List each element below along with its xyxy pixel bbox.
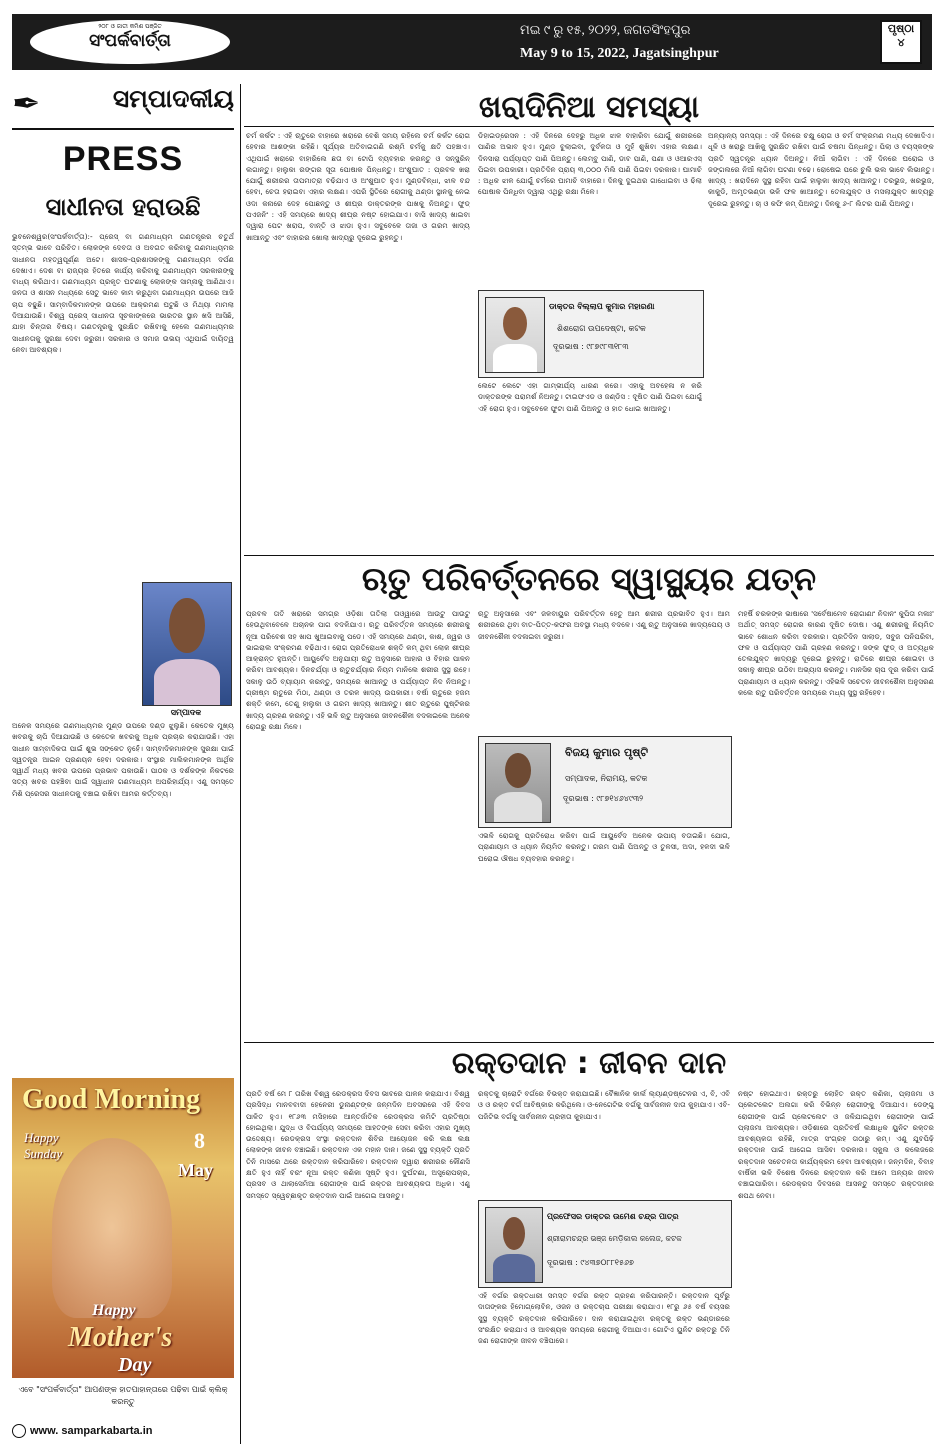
headline-rule (244, 126, 934, 127)
doctor-affiliation: ଶିଶରୋଗ ଉପଦେଷ୍ଟା, କଟକ (557, 324, 646, 333)
doctor-name: ଡାକ୍ତର ବିଲ୍ଲାପ କୁମାର ମହାରଣା (549, 302, 655, 311)
promo-text: ଏବେ "ସଂପର୍କବାର୍ତ୍ତା" ଆପଣଙ୍କ ହାତପାହାନ୍ତାରେ ପଢିବା ପାଇଁ କ୍ଲିକ୍ କରନ୍ତୁ (18, 1385, 228, 1406)
article3-col3: ନଷ୍ଟ ହୋଇଥାଏ। ରକ୍ତରୁ ଲୋହିତ ରକ୍ତ କଣିକା, ପ୍ଲାଜମା ଓ ପ୍ଲେଟଲେଟ ଅଲଗା କରି ବିଭିନ୍ନ ରୋଗୀଙ୍କୁ ଦିଆଯାଏ। ଡେଙ୍ଗୁ ରୋଗୀଙ୍କ ପାଇଁ ପ୍ଲେଟଲେଟ ଓ ଜଳିଯାଇଥିବା ରୋଗୀଙ୍କ ପାଇଁ ପ୍ଲାଜମା ଆବଶ୍ୟକ। ଓଡ଼ିଶାରେ ପ୍ରତିବର୍ଷ ଲକ୍ଷାଧିକ ୟୁନିଟ ରକ୍ତର ଆବଶ୍ୟକତା ରହିଛି, ମାତ୍ର ସଂଗ୍ରହ ତାଠାରୁ କମ୍। ଏଣୁ ଯୁବପିଢ଼ି ରକ୍ତଦାନ ପାଇଁ ଆଗେଇ ଆସିବା ଦରକାର। ସ୍କୁଲ ଓ କଲେଜରେ ରକ୍ତଦାନ ସଚେତନତା କାର୍ଯ୍ୟକ୍ରମ ହେବା ଆବଶ୍ୟକ। ଜନ୍ମଦିନ, ବିବାହ ବାର୍ଷିକୀ ଭଳି ବିଶେଷ ଦିନରେ ରକ୍ତଦାନ କରି ଆମେ ଅନ୍ୟର ଜୀବନ ବଞ୍ଚାଇପାରିବା। ରେଡକ୍ରସ ଦିବସରେ ଆସନ୍ତୁ ସମସ୍ତେ ରକ୍ତଦାନର ଶପଥ ନେବା। (738, 1089, 934, 1200)
article2-col2: ଋତୁ ଅନୁସାରେ ଏବଂ ଜଳବାୟୁର ପରିବର୍ତ୍ତନ ହେତୁ ଆମ ଶରୀର ପ୍ରଭାବିତ ହୁଏ। ଆମ ଶରୀରରେ ଥିବା ବାତ-ପିତ୍ତ-କଫର ଅବସ୍ଥା ମଧ୍ୟ ବଦଳେ। ଏଣୁ ଋତୁ ଅନୁସାରେ ଖାଦ୍ୟପେୟ ଓ ଜୀବନଶୈଳୀ ବଦଳାଇବା ଜରୁରୀ। (478, 609, 730, 641)
mother-child-image (52, 1138, 172, 1318)
ad-date-day: 8 (194, 1128, 205, 1153)
professor-name: ପ୍ରଫେସର ଡାକ୍ତର ଉମେଶ ଚନ୍ଦ୍ର ପାତ୍ର (547, 1212, 679, 1221)
article1-col1: ଚର୍ମ କର୍କଟ : ଏହି ଋତୁରେ ବାହାରେ ଖରାରେ ବେଶି ସମୟ ରହିଲେ ଚର୍ମ କର୍କଟ ରୋଗ ହେବାର ଆଶଙ୍କା ରହିଛି। ସୂର୍ଯ୍ୟର ଅତିବାଇଗଣି ରଶ୍ମି ଚର୍ମକୁ କ୍ଷତି ପହଞ୍ଚାଏ। ଏଥିପାଇଁ ଖରାରେ ବାହାରିଲେ ଛତା ବା ଟୋପି ବ୍ୟବହାର କରନ୍ତୁ ଓ ସନ୍‌ସ୍କ୍ରିନ୍ ଲଗାନ୍ତୁ। ହାଲୁକା ରଙ୍ଗର ସୂତା ପୋଷାକ ପିନ୍ଧନ୍ତୁ। ଅଂଶୁଘାତ : ପ୍ରବଳ ଖରା ଯୋଗୁଁ ଶରୀରର ତାପମାତ୍ରା ବଢିଯାଏ ଓ ଅଂଶୁଘାତ ହୁଏ। ମୁଣ୍ଡବିନ୍ଧା, ଝାଳ ବନ୍ଦ ହେବା, ଚେତା ହରାଇବା ଏହାର ଲକ୍ଷଣ। ଏପରି ସ୍ଥିତିରେ ରୋଗୀକୁ ଥଣ୍ଡା ସ୍ଥାନକୁ ନେଇ ଓଦା କନାରେ ଦେହ ପୋଛନ୍ତୁ ଓ ଶୀଘ୍ର ଡାକ୍ତରଙ୍କ ପାଖକୁ ନିଅନ୍ତୁ। ଫୁଡ୍ ପଏଜନିଂ : ଏହି ସମୟରେ ଖାଦ୍ୟ ଶୀଘ୍ର ନଷ୍ଟ ହୋଇଯାଏ। ବାସି ଖାଦ୍ୟ ଖାଇବା ଦ୍ୱାରା ପେଟ ଖରାପ, ବାନ୍ତି ଓ ଝାଡା ହୁଏ। ସବୁବେଳେ ତାଜା ଓ ଗରମ ଖାଦ୍ୟ ଖାଆନ୍ତୁ ଏବଂ ବାହାରର ଖୋଲା ଖାଦ୍ୟରୁ ଦୂରେଇ ରୁହନ୍ତୁ। (246, 131, 470, 242)
section-divider (244, 555, 934, 556)
article3-headline: ରକ୍ତଦାନ : ଜୀବନ ଦାନ (451, 1046, 727, 1081)
article2-headline: ଋତୁ ପରିବର୍ତ୍ତନରେ ସ୍ୱାସ୍ଥ୍ୟର ଯତ୍ନ (361, 560, 817, 598)
ad-day: Day (118, 1354, 152, 1376)
article1-col3: ଅନ୍ୟାନ୍ୟ ସମସ୍ୟା : ଏହି ଦିନରେ ଚକ୍ଷୁ ରୋଗ ଓ ଚର୍ମ ସଂକ୍ରମଣ ମଧ୍ୟ ଦେଖାଦିଏ। ଧୂଳି ଓ ଖରାରୁ ଆଖିକୁ ସୁରକ୍ଷିତ ରଖିବା ପାଇଁ ଚଷମା ପିନ୍ଧନ୍ତୁ। ପିଲା ଓ ବୟସ୍କଙ୍କ ପ୍ରତି ସ୍ୱତନ୍ତ୍ର ଧ୍ୟାନ ଦିଅନ୍ତୁ। ନିଆଁ ଲାଗିବା : ଏହି ଦିନରେ ଘରୋଇ ଓ ଜଙ୍ଗଲରେ ନିଆଁ ଲାଗିବା ଘଟଣା ବଢେ। ରୋଷେଇ ପରେ ଚୁଲି ଭଲ ଭାବେ ଲିଭାନ୍ତୁ। ଖାଦ୍ୟ : ଖରାଦିନେ ସୁସ୍ଥ ରହିବା ପାଇଁ ହାଲୁକା ଖାଦ୍ୟ ଖାଆନ୍ତୁ। ତରଭୁଜ, ଖରଭୁଜ, କାକୁଡି, ଅମୃତଭଣ୍ଡା ଭଳି ଫଳ ଖାଆନ୍ତୁ। ତେଲଯୁକ୍ତ ଓ ମସଲାଯୁକ୍ତ ଖାଦ୍ୟରୁ ଦୂରେଇ ରୁହନ୍ତୁ। ଚା ଓ କଫି କମ୍ ପିଅନ୍ତୁ। ଦିନକୁ ୬-୮ ଲିଟର ପାଣି ପିଅନ୍ତୁ। (708, 131, 934, 208)
author-photo (485, 743, 551, 823)
article1-col2b: ଲେଟେ ଲେଟେ ଏହା ଗାମ୍ଭୀର୍ଯ୍ୟ ଧାରଣ କରେ। ଏହାକୁ ଅବହେଳା ନ କରି ଡାକ୍ତରଙ୍କ ପରାମର୍ଶ ନିଅନ୍ତୁ। ଟାଇଫଏଡ ଓ ଜଣ୍ଡିସ : ଦୂଷିତ ପାଣି ପିଇବା ଯୋଗୁଁ ଏହି ରୋଗ ହୁଏ। ସବୁବେଳେ ଫୁଟା ପାଣି ପିଅନ୍ତୁ ଓ ହାତ ଧୋଇ ଖାଆନ୍ତୁ। (478, 381, 702, 413)
website-url[interactable]: www. samparkabarta.in (30, 1424, 153, 1437)
article3-col1: ପ୍ରତି ବର୍ଷ ମେ ୮ ତାରିଖ ବିଶ୍ୱ ରେଡକ୍ରସ ଦିବସ ଭାବରେ ପାଳନ କରାଯାଏ। ବିଶ୍ୱ ପ୍ରସିଦ୍ଧ ମାନବବାଦୀ ହେନେରୀ ଡୁନାଣ୍ଟଙ୍କ ଜନ୍ମଦିନ ଅବସରରେ ଏହି ଦିବସ ପାଳିତ ହୁଏ। ୧୮୬୩ ମସିହାରେ ଆନ୍ତର୍ଜାତିକ ରେଡକ୍ରସ କମିଟି ପ୍ରତିଷ୍ଠା ହୋଇଥିଲା। ଯୁଦ୍ଧ ଓ ବିପର୍ଯ୍ୟୟ ସମୟରେ ଆହତଙ୍କ ସେବା କରିବା ଏହାର ମୁଖ୍ୟ ଉଦ୍ଦେଶ୍ୟ। ରେଡକ୍ରସ ସଂସ୍ଥା ରକ୍ତଦାନ ଶିବିର ଆୟୋଜନ କରି ଲକ୍ଷ ଲକ୍ଷ ଲୋକଙ୍କ ଜୀବନ ବଞ୍ଚାଇଛି। ରକ୍ତଦାନ ଏକ ମହାନ ଦାନ। ଜଣେ ସୁସ୍ଥ ବ୍ୟକ୍ତି ପ୍ରତି ତିନି ମାସରେ ଥରେ ରକ୍ତଦାନ କରିପାରିବେ। ରକ୍ତଦାନ ଦ୍ୱାରା ଶରୀରର କୌଣସି କ୍ଷତି ହୁଏ ନାହିଁ ବରଂ ନୂଆ ରକ୍ତ କଣିକା ସୃଷ୍ଟି ହୁଏ। ଦୁର୍ଘଟଣା, ଅସ୍ତ୍ରୋପଚାର, ପ୍ରସବ ଓ ଥାଲାସେମିଆ ରୋଗୀଙ୍କ ପାଇଁ ରକ୍ତର ଆବଶ୍ୟକତା ଅଧିକ। ଏଣୁ ସମସ୍ତେ ସ୍ୱେଚ୍ଛାକୃତ ରକ୍ତଦାନ ପାଇଁ ଆଗେଇ ଆସନ୍ତୁ। (246, 1089, 470, 1200)
editorial-title: ସାଧୀନତା ହରାଉଛି (45, 193, 201, 221)
article2-col2b: ଏଭଳି ରୋଗକୁ ପ୍ରତିରୋଧ କରିବା ପାଇଁ ଆୟୁର୍ବେଦ ଅନେକ ଉପାୟ ବତାଇଛି। ଯୋଗ, ପ୍ରାଣାୟାମ ଓ ଧ୍ୟାନ ନିୟମିତ କରନ୍ତୁ। ଗରମ ପାଣି ପିଅନ୍ତୁ ଓ ତୁଳସୀ, ଅଦା, ହଳଦୀ ଭଳି ଘରୋଇ ଔଷଧ ବ୍ୟବହାର କରନ୍ତୁ। (478, 831, 730, 863)
article2-col1: ପ୍ରବଳ ତାତି ଖରାରେ ସମଗ୍ର ଓଡ଼ିଶା ତାତିଲା ତାଓ୍ୱାରେ ଆଉଟୁ ପାଉଟୁ ହେଉଥିବାବେଳେ ଅଚାନକ ପାଗ ବଦଳିଯାଏ। ଋତୁ ପରିବର୍ତ୍ତନ ସମୟରେ ଶରୀରକୁ ନୂଆ ପରିବେଶ ସହ ଖାପ ଖୁଆଇବାକୁ ପଡେ। ଏହି ସମୟରେ ଥଣ୍ଡା, କାଶ, ଜ୍ୱର ଓ ଭାଇରାଲ ସଂକ୍ରମଣ ବଢିଥାଏ। ରୋଗ ପ୍ରତିରୋଧକ ଶକ୍ତି କମ୍ ଥିବା ଲୋକ ଶୀଘ୍ର ଆକ୍ରାନ୍ତ ହୁଅନ୍ତି। ଆୟୁର୍ବେଦ ଅନୁଯାୟୀ ଋତୁ ଅନୁସାରେ ଆହାର ଓ ବିହାର ପାଳନ କରିବା ଆବଶ୍ୟକ। ଦିନଚର୍ଯ୍ୟା ଓ ଋତୁଚର୍ଯ୍ୟାର ନିୟମ ମାନିଲେ ଶରୀର ସୁସ୍ଥ ରହେ। ସକାଳୁ ଉଠି ବ୍ୟାୟାମ କରନ୍ତୁ, ସମୟରେ ଖାଆନ୍ତୁ ଓ ପର୍ଯ୍ୟାପ୍ତ ନିଦ ନିଅନ୍ତୁ। ଗ୍ରୀଷ୍ମ ଋତୁରେ ମିଠା, ଥଣ୍ଡା ଓ ତରଳ ଖାଦ୍ୟ ଉପକାରୀ। ବର୍ଷା ଋତୁରେ ହଜମ ଶକ୍ତି କମେ, ତେଣୁ ହାଲୁକା ଓ ଗରମ ଖାଦ୍ୟ ଖାଆନ୍ତୁ। ଶୀତ ଋତୁରେ ପୁଷ୍ଟିକର ଖାଦ୍ୟ ଗ୍ରହଣ କରନ୍ତୁ। ଏହି ଭଳି ଋତୁ ଅନୁସାରେ ଜୀବନଶୈଳୀ ବଦଳାଇଲେ ଅନେକ ରୋଗରୁ ରକ୍ଷା ମିଳେ। (246, 609, 470, 731)
ad-mothers: Mother's (68, 1322, 173, 1353)
masthead-tagline: ୨୦୮ ଓ ଜାତୀ କମିଶ ପଞ୍ଜିତ (98, 23, 162, 30)
ad-good-morning: Good Morning (22, 1084, 201, 1115)
article3-col2b: ଏହି ବର୍ଗର ରକ୍ତଧାରୀ ସମସ୍ତ ବର୍ଗର ରକ୍ତ ଗ୍ରହଣ କରିପାରନ୍ତି। ରକ୍ତଦାନ ପୂର୍ବରୁ ଦାତାଙ୍କର ହିମୋଗ୍ଲୋବିନ, ଓଜନ ଓ ରକ୍ତଚାପ ପରୀକ୍ଷା କରାଯାଏ। ୧୮ରୁ ୬୫ ବର୍ଷ ବୟସର ସୁସ୍ଥ ବ୍ୟକ୍ତି ରକ୍ତଦାନ କରିପାରିବେ। ଦାନ କରାଯାଇଥିବା ରକ୍ତକୁ ରକ୍ତ ଭଣ୍ଡାରରେ ସଂରକ୍ଷିତ କରାଯାଏ ଓ ଆବଶ୍ୟକ ସମୟରେ ରୋଗୀକୁ ଦିଆଯାଏ। ଗୋଟିଏ ୟୁନିଟ ରକ୍ତରୁ ତିନି ଜଣ ରୋଗୀଙ୍କ ଜୀବନ ବଞ୍ଚିପାରେ। (478, 1291, 730, 1346)
doctor-photo (485, 297, 545, 373)
page-number-box (880, 20, 922, 64)
quill-icon: ✒ (12, 84, 41, 124)
ad-happy: Happy (92, 1302, 136, 1319)
doctor-phone: ଦୂରଭାଷ : ୯୮୭୯୮୩୧୮୩ (553, 342, 629, 351)
editorial-para-1: ଭୁବନେଶ୍ୱର(ସଂପର୍କବାର୍ତ୍ତା):- ପ୍ରେସ୍ ବା ଗଣମାଧ୍ୟମ ଗଣତନ୍ତ୍ରର ଚତୁର୍ଥ ସ୍ତମ୍ଭ ଭାବେ ପରିଚିତ। ଲୋକଙ୍କ ଦେବତା ଓ ଅବଗତ କରିବାକୁ ଗଣମାଧ୍ୟମର ସାଧୀନତା ମହତ୍ୱପୂର୍ଣ୍ଣ ଅଟେ। ଶାସକ-ପ୍ରଶାସକଙ୍କୁ ଗଣମାଧ୍ୟମ ଦର୍ପଣ ଦେଖାଏ। ଦେଶ ବା ରାଜ୍ୟର ହିତରେ କାର୍ଯ୍ୟ କରିବାକୁ ଗଣମାଧ୍ୟମ ସରକାରଙ୍କୁ ବାଧ୍ୟ କରିଥାଏ। ଗଣମାଧ୍ୟମ ପ୍ରକୃତ ଘଟଣାକୁ ଲୋକଙ୍କ ସାମ୍ନାକୁ ଆଣିଥାଏ। ଜନତା ଓ ଶାସନ ମଧ୍ୟରେ ସେତୁ ଭାବେ କାମ କରୁଥିବା ଗଣମାଧ୍ୟମ ଉପରେ ଆଜି ଚାପ ବଢୁଛି। ସାମ୍ବାଦିକମାନଙ୍କ ଉପରେ ଆକ୍ରମଣ ଘଟୁଛି ଓ ମିଥ୍ୟା ମାମଲା ଦିଆଯାଉଛି। ବିଶ୍ୱ ପ୍ରେସ୍ ସାଧୀନତା ସୂଚକାଙ୍କରେ ଭାରତର ସ୍ଥାନ ଖସି ଆସିଛି, ଯାହା ଚିନ୍ତାର ବିଷୟ। ଗଣତନ୍ତ୍ରକୁ ସୁରକ୍ଷିତ ରଖିବାକୁ ହେଲେ ଗଣମାଧ୍ୟମର ସାଧୀନତାକୁ ସୁରକ୍ଷା ଦେବା ଜରୁରୀ। ସରକାର ଓ ସମାଜ ଉଭୟ ଏଥିପାଇଁ ଦାୟିତ୍ୱ ନେବା ଆବଶ୍ୟକ। (12, 232, 234, 354)
professor-byline-box (478, 1200, 732, 1288)
website-link[interactable] (12, 1424, 234, 1438)
author-byline-box (478, 736, 732, 828)
author-phone: ଦୂରଭାଷ : ୯୮୭୧୪୬୪୯୩୨ (563, 794, 644, 803)
professor-photo (485, 1207, 543, 1283)
press-label: PRESS (62, 140, 184, 178)
issue-date-odia: ମଇ ୯ ରୁ ୧୫, ୨୦୨୨, ଜଗତସିଂହପୁର (520, 22, 691, 37)
newspaper-logo (30, 20, 230, 64)
ad-date-month: May (178, 1160, 213, 1180)
article3-col2: ରକ୍ତକୁ ଚାରୋଟି ବର୍ଗରେ ବିଭକ୍ତ କରାଯାଇଛି। ବୈଜ୍ଞାନିକ କାର୍ଲ ଲ୍ୟାଣ୍ଡଷ୍ଟେନର ଏ, ବି, ଏବି ଓ ଓ ରକ୍ତ ବର୍ଗ ଆବିଷ୍କାର କରିଥିଲେ। ଓ-ନେଗେଟିଭ ବର୍ଗକୁ ସାର୍ବଜନୀନ ଦାତା କୁହାଯାଏ। ଏବି-ପଜିଟିଭ ବର୍ଗକୁ ସାର୍ବଜନୀନ ଗ୍ରହୀତା କୁହାଯାଏ। (478, 1089, 730, 1121)
editor-photo (142, 582, 232, 706)
article1-col2: ଡିହାଇଡ୍ରେସନ : ଏହି ଦିନରେ ଦେହରୁ ଅଧିକ ଝାଳ ବାହାରିବା ଯୋଗୁଁ ଶରୀରରେ ପାଣିର ଅଭାବ ହୁଏ। ମୁଣ୍ଡ ବୁଲାଇବା, ଦୁର୍ବଳତା ଓ ମୁହଁ ଶୁଖିବା ଏହାର ଲକ୍ଷଣ। ଦିନସାରା ପର୍ଯ୍ୟାପ୍ତ ପାଣି ପିଅନ୍ତୁ। ଲେମ୍ବୁ ପାଣି, ଡାବ ପାଣି, ପଣା ଓ ଓଆରଏସ୍ ପିଇବା ଉପକାରୀ। ପ୍ରତିଦିନ ପ୍ରାୟ ୩,୦୦୦ ମିଲି ପାଣି ପିଇବା ଦରକାର। ଘାମାଚି : ଅଧିକ ଝାଳ ଯୋଗୁଁ ଚର୍ମରେ ଘାମାଚି ବାହାରେ। ଦିନକୁ ଦୁଇଥର ଗାଧୋଇବା ଓ ଢିଲା ପୋଷାକ ପିନ୍ଧିବା ଦ୍ୱାରା ଏଥିରୁ ରକ୍ଷା ମିଳେ। (478, 131, 702, 197)
issue-date-english: May 9 to 15, 2022, Jagatsinghpur (520, 46, 719, 61)
ad-happy-sunday: Happy Sunday (24, 1130, 63, 1161)
author-name: ବିଜୟ କୁମାର ପୃଷ୍ଟି (565, 746, 649, 759)
article1-headline: ଖରାଦିନିଆ ସମସ୍ୟା (478, 90, 700, 125)
masthead (12, 14, 932, 70)
professor-phone: ଦୂରଭାଷ : ୯୪୩୭୦୮୮୧୫୬୭ (547, 1258, 634, 1267)
column-divider (240, 84, 241, 1444)
editorial-rule (12, 128, 234, 130)
article2-col3: ମହର୍ଷି ଚରକଙ୍କ ଭାଷାରେ 'ସର୍ବେଷାମେବ ରୋଗାଣାଂ ନିଦାନଂ କୁପିତା ମଳାଃ' ଅର୍ଥାତ୍ ସମସ୍ତ ରୋଗର କାରଣ ଦୂଷିତ ଦୋଷ। ଏଣୁ ଶରୀରକୁ ନିୟମିତ ଭାବେ ଶୋଧନ କରିବା ଦରକାର। ପ୍ରତିଦିନ ସାଲାଡ, ସବୁଜ ପନିପରିବା, ଫଳ ଓ ପର୍ଯ୍ୟାପ୍ତ ପାଣି ଗ୍ରହଣ କରନ୍ତୁ। ଜଙ୍କ ଫୁଡ୍ ଓ ଅତ୍ୟଧିକ ତେଲଯୁକ୍ତ ଖାଦ୍ୟରୁ ଦୂରେଇ ରୁହନ୍ତୁ। ରାତିରେ ଶୀଘ୍ର ଶୋଇବା ଓ ସକାଳୁ ଶୀଘ୍ର ଉଠିବା ଅଭ୍ୟାସ କରନ୍ତୁ। ମାନସିକ ଚାପ ଦୂର କରିବା ପାଇଁ ପ୍ରାଣାୟାମ ଓ ଧ୍ୟାନ କରନ୍ତୁ। ଏହିଭଳି ସଚେତନ ଜୀବନଶୈଳୀ ଅନୁସରଣ କଲେ ଋତୁ ପରିବର୍ତ୍ତନ ସମୟରେ ମଧ୍ୟ ସୁସ୍ଥ ରହିହେବ। (738, 609, 934, 698)
author-affiliation: ସମ୍ପାଦକ, ନିରାମୟ, କଟକ (565, 774, 648, 783)
editorial-column (12, 84, 234, 571)
page-label: ପୃଷ୍ଠା (887, 22, 915, 35)
mothers-day-ad[interactable] (12, 1078, 234, 1378)
editorial-section-title: ସମ୍ପାଦକୀୟ (112, 84, 234, 113)
globe-icon (12, 1424, 26, 1438)
masthead-name: ସଂପର୍କବାର୍ତ୍ତା (89, 31, 171, 51)
doctor-byline-box (478, 290, 704, 378)
page-number: ୪ (897, 36, 905, 49)
section-divider (244, 1042, 934, 1043)
professor-affiliation: ଶ୍ରୀରାମଚନ୍ଦ୍ର ଭଞ୍ଜ ମେଡ଼ିକାଲ କଲେଜ, କଟକ (547, 1234, 682, 1243)
editor-caption: ସମ୍ପାଦକ (142, 708, 230, 718)
editorial-para-2: ଅନେକ ସମୟରେ ଗଣମାଧ୍ୟମର ମୁଣ୍ଡ ଉପରେ ଦଣ୍ଡ ଝୁଲୁଛି। କେତେକ ମୁଖ୍ୟ ଖବରକୁ ଚାପି ଦିଆଯାଉଛି ଓ କେତେକ ଖବରକୁ ଅଧିକ ପ୍ରଚାର କରାଯାଉଛି। ଏହା ସାଧୀନ ସାମ୍ବାଦିକତା ପାଇଁ ଶୁଭ ସଙ୍କେତ ନୁହେଁ। ସାମ୍ବାଦିକମାନଙ୍କ ସୁରକ୍ଷା ପାଇଁ ସ୍ୱତନ୍ତ୍ର ଆଇନ ପ୍ରଣୟନ ହେବା ଦରକାର। ସଂସ୍ଥାର ମାଲିକମାନଙ୍କ ଆର୍ଥିକ ସ୍ୱାର୍ଥ ମଧ୍ୟ ଖବର ଉପରେ ପ୍ରଭାବ ପକାଉଛି। ପାଠକ ଓ ଦର୍ଶକଙ୍କ ନିକଟରେ ସତ୍ୟ ଖବର ପହଞ୍ଚିବା ପାଇଁ ସ୍ୱାଧୀନ ଗଣମାଧ୍ୟମ ଅପରିହାର୍ଯ୍ୟ। ଏଣୁ ସମସ୍ତେ ମିଶି ପ୍ରେସର ସାଧୀନତାକୁ ବଞ୍ଚାଇ ରଖିବା ଆମର କର୍ତ୍ତବ୍ୟ। (12, 721, 234, 798)
